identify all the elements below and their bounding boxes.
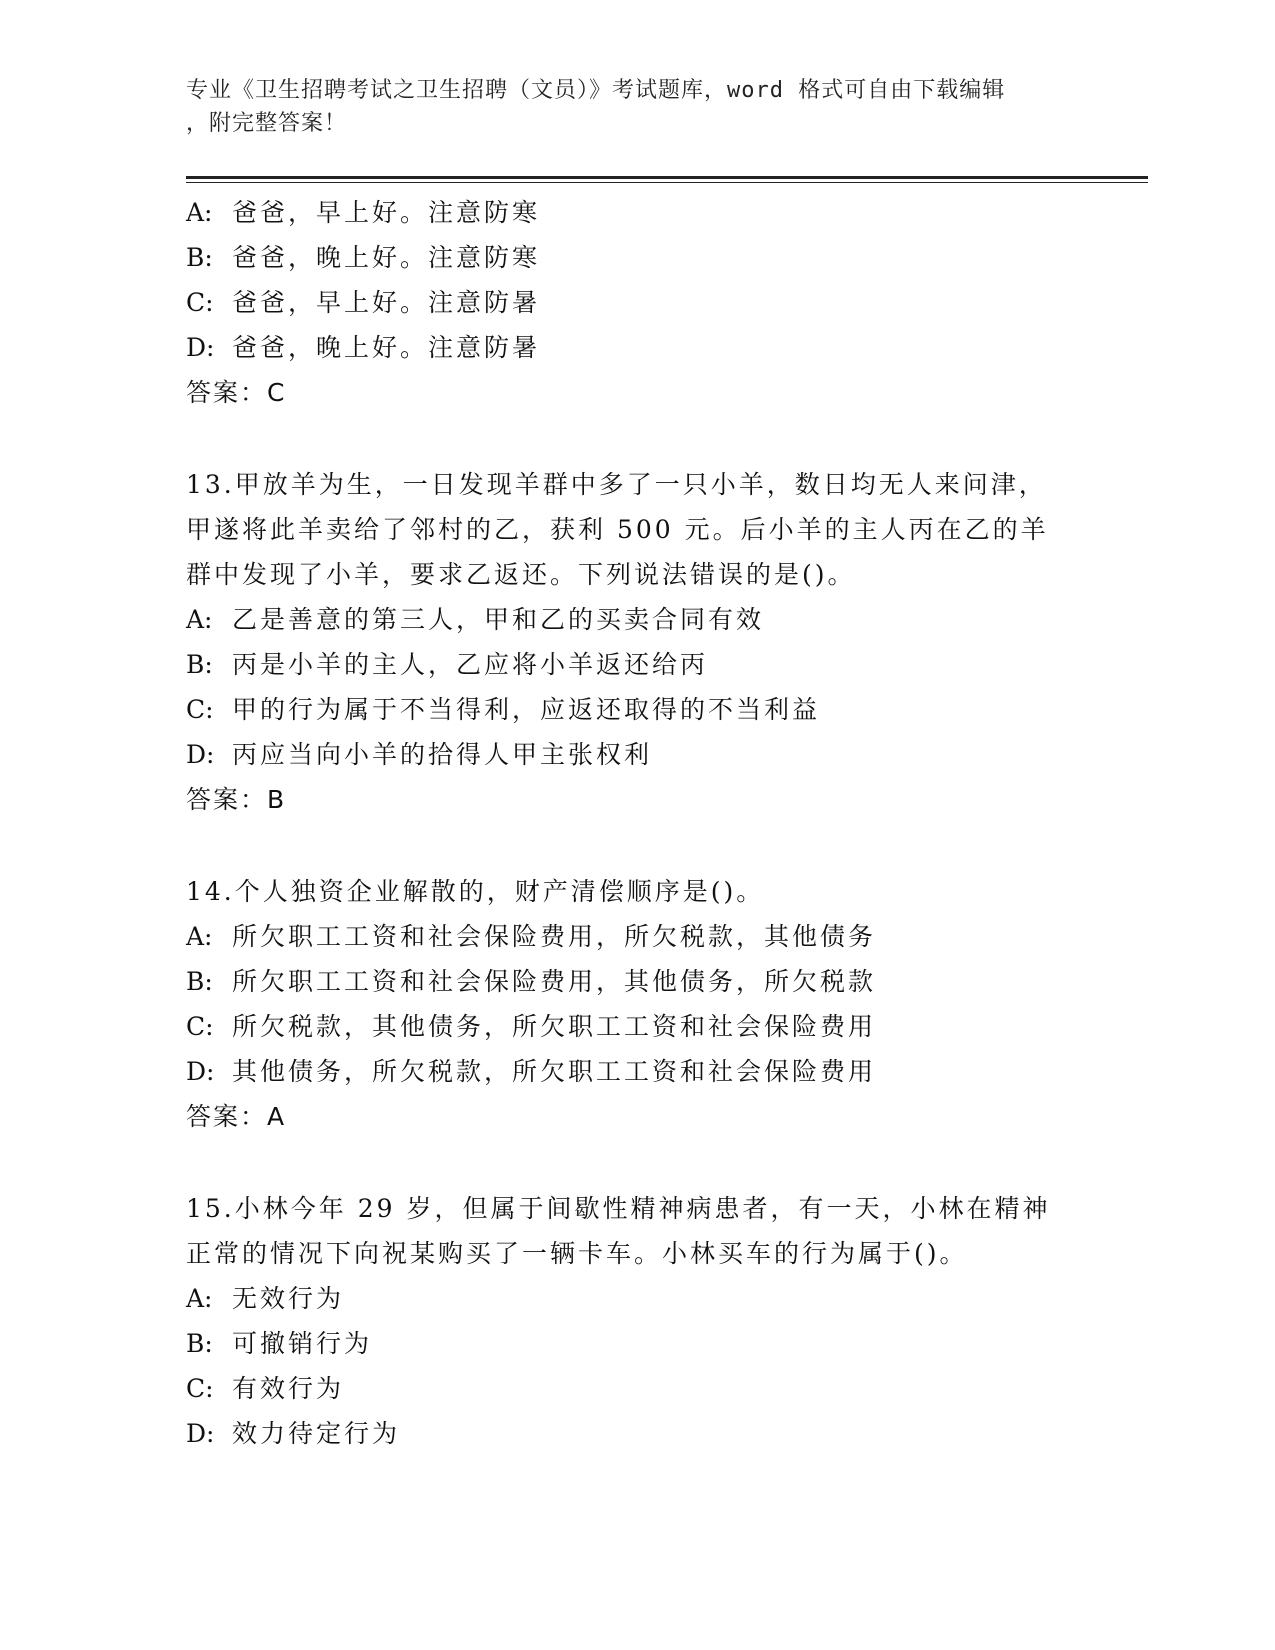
- question-13: [186, 462, 1086, 822]
- question-text-line: 14.个人独资企业解散的，财产清偿顺序是()。: [186, 877, 765, 906]
- option-text: 所欠职工工资和社会保险费用，所欠税款，其他债务: [232, 922, 877, 951]
- option-letter: B:: [186, 243, 213, 272]
- header-divider-thick: [186, 176, 1148, 179]
- option-b: [186, 642, 1086, 687]
- option-text: 有效行为: [232, 1374, 345, 1403]
- option-letter: D:: [186, 1057, 215, 1086]
- question-text-line: 15.小林今年 29 岁，但属于间歇性精神病患者，有一天，小林在精神: [186, 1194, 1051, 1223]
- spacer: [186, 822, 1086, 869]
- option-text: 所欠税款，其他债务，所欠职工工资和社会保险费用: [232, 1012, 877, 1041]
- document-header: [186, 74, 1066, 140]
- option-a: [186, 914, 1086, 959]
- option-a: [186, 597, 1086, 642]
- option-letter: C:: [186, 1012, 214, 1041]
- answer-line: 答案：B: [186, 785, 287, 814]
- header-divider-thin: [186, 182, 1148, 183]
- question-14: [186, 869, 1086, 1139]
- option-b: [186, 1321, 1086, 1366]
- option-text: 无效行为: [232, 1284, 345, 1313]
- option-text: 爸爸，晚上好。注意防寒: [232, 243, 541, 272]
- option-c: [186, 1004, 1086, 1049]
- option-a: [186, 1276, 1086, 1321]
- option-letter: B:: [186, 1329, 213, 1358]
- option-text: 所欠职工工资和社会保险费用，其他债务，所欠税款: [232, 967, 877, 996]
- header-line-1: 专业《卫生招聘考试之卫生招聘（文员）》考试题库，word 格式可自由下载编辑: [186, 78, 1006, 103]
- option-c: [186, 1366, 1086, 1411]
- question-list: [186, 190, 1086, 1456]
- option-text: 爸爸，早上好。注意防寒: [232, 198, 541, 227]
- option-text: 爸爸，晚上好。注意防暑: [232, 333, 541, 362]
- option-text: 爸爸，早上好。注意防暑: [232, 288, 541, 317]
- answer-line: 答案：C: [186, 378, 287, 407]
- option-letter: B:: [186, 967, 213, 996]
- answer-line: 答案：A: [186, 1102, 287, 1131]
- question-15: [186, 1186, 1086, 1456]
- question-12-options: [186, 190, 1086, 415]
- question-text-line: 甲遂将此羊卖给了邻村的乙，获利 500 元。后小羊的主人丙在乙的羊: [186, 515, 1049, 544]
- option-letter: C:: [186, 695, 214, 724]
- spacer: [186, 1139, 1086, 1186]
- option-text: 丙应当向小羊的拾得人甲主张权利: [232, 740, 653, 769]
- option-letter: D:: [186, 740, 215, 769]
- option-a: [186, 190, 1086, 235]
- option-d: [186, 325, 1086, 370]
- question-text-line: 正常的情况下向祝某购买了一辆卡车。小林买车的行为属于()。: [186, 1239, 968, 1268]
- question-text-line: 13.甲放羊为生，一日发现羊群中多了一只小羊，数日均无人来问津，: [186, 470, 1047, 499]
- spacer: [186, 415, 1086, 462]
- option-letter: C:: [186, 288, 214, 317]
- option-letter: D:: [186, 1419, 215, 1448]
- option-letter: B:: [186, 650, 213, 679]
- option-text: 丙是小羊的主人，乙应将小羊返还给丙: [232, 650, 709, 679]
- option-letter: A:: [186, 922, 213, 951]
- option-text: 乙是善意的第三人，甲和乙的买卖合同有效: [232, 605, 765, 634]
- header-line-2: ，附完整答案！: [186, 111, 348, 136]
- option-c: [186, 687, 1086, 732]
- option-d: [186, 732, 1086, 777]
- option-letter: A:: [186, 1284, 213, 1313]
- option-letter: A:: [186, 198, 213, 227]
- option-letter: A:: [186, 605, 213, 634]
- question-text-line: 群中发现了小羊，要求乙返还。下列说法错误的是()。: [186, 560, 856, 589]
- option-c: [186, 280, 1086, 325]
- option-letter: D:: [186, 333, 215, 362]
- option-b: [186, 235, 1086, 280]
- option-text: 效力待定行为: [232, 1419, 401, 1448]
- option-d: [186, 1411, 1086, 1456]
- option-letter: C:: [186, 1374, 214, 1403]
- option-text: 其他债务，所欠税款，所欠职工工资和社会保险费用: [232, 1057, 877, 1086]
- option-text: 甲的行为属于不当得利，应返还取得的不当利益: [232, 695, 821, 724]
- option-text: 可撤销行为: [232, 1329, 373, 1358]
- option-b: [186, 959, 1086, 1004]
- option-d: [186, 1049, 1086, 1094]
